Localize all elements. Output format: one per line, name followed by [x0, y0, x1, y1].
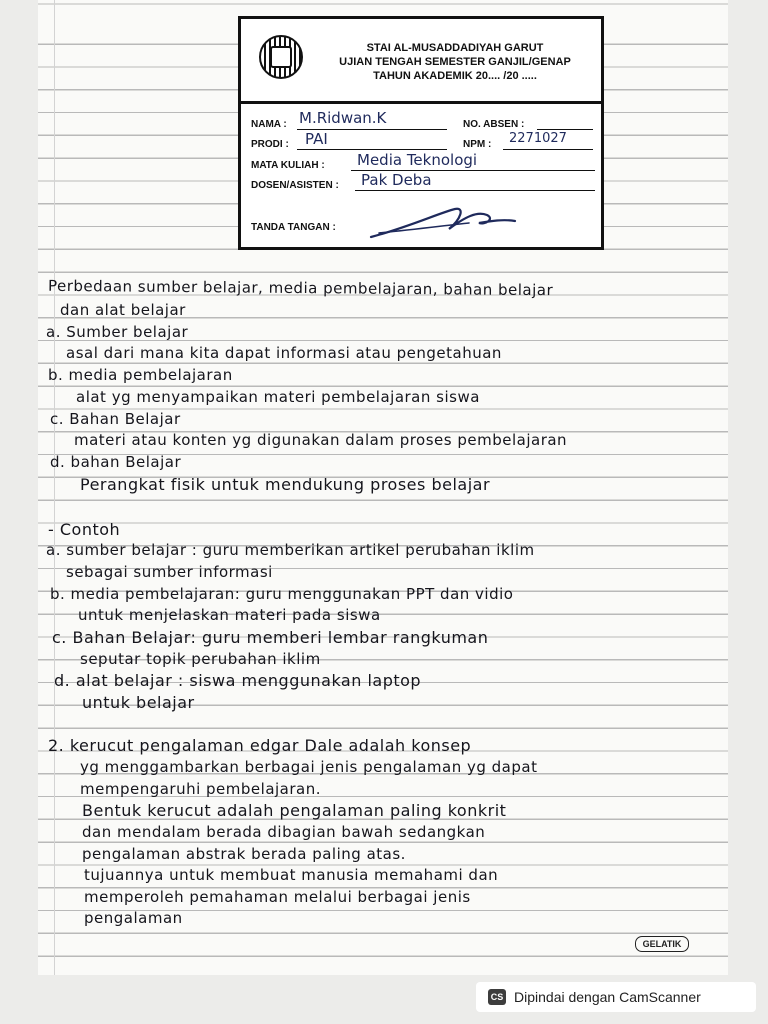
camscanner-text: Dipindai dengan CamScanner [514, 989, 701, 1005]
signature-icon [369, 203, 519, 243]
label-npm: NPM : [463, 139, 492, 150]
row-npm [463, 139, 491, 150]
handwritten-line: untuk belajar [82, 693, 195, 712]
handwritten-line: Perangkat fisik untuk mendukung proses belajar [80, 475, 491, 494]
handwritten-line: yg menggambarkan berbagai jenis pengalaman yg dapat [80, 758, 538, 776]
label-dosen: DOSEN/ASISTEN : [251, 180, 339, 191]
exam-header-form [238, 16, 604, 250]
value-npm: 2271027 [509, 131, 567, 146]
value-dosen: Pak Deba [361, 171, 432, 189]
label-mata-kuliah: MATA KULIAH : [251, 160, 325, 171]
value-nama: M.Ridwan.K [299, 109, 387, 127]
handwritten-line: pengalaman [84, 909, 183, 927]
handwritten-line: a. sumber belajar : guru memberikan artikel perubahan iklim [46, 541, 535, 559]
handwritten-line: dan alat belajar [60, 301, 186, 319]
handwritten-line: - Contoh [48, 520, 121, 539]
notebook-brand-label: GELATIK [635, 936, 689, 952]
academic-year: TAHUN AKADEMIK 20.... /20 ..... [373, 70, 537, 82]
row-mata-kuliah [251, 160, 351, 171]
handwritten-line: 2. kerucut pengalaman edgar Dale adalah konsep [48, 736, 472, 755]
exam-title: UJIAN TENGAH SEMESTER GANJIL/GENAP [339, 56, 571, 68]
camscanner-icon: CS [488, 989, 506, 1005]
row-dosen [251, 180, 351, 191]
form-title [315, 41, 595, 83]
handwritten-line: Perbedaan sumber belajar, media pembelajaran, bahan belajar [47, 276, 554, 300]
label-prodi: PRODI : [251, 139, 289, 150]
handwritten-line: d. bahan Belajar [50, 453, 182, 471]
institution-name: STAI AL-MUSADDADIYAH GARUT [366, 42, 544, 54]
institution-logo-icon [259, 35, 303, 79]
prodi-underline [297, 149, 447, 150]
label-nama: NAMA : [251, 119, 287, 130]
handwritten-line: dan mendalam berada dibagian bawah sedangkan [82, 823, 486, 841]
form-header [241, 19, 601, 104]
handwritten-line: tujuannya untuk membuat manusia memahami dan [84, 866, 499, 884]
handwritten-line: d. alat belajar : siswa menggunakan laptop [54, 671, 422, 690]
handwritten-line: materi atau konten yg digunakan dalam proses pembelajaran [74, 431, 568, 449]
handwritten-line: b. media pembelajaran: guru menggunakan PPT dan vidio [50, 585, 514, 603]
npm-underline [503, 149, 593, 150]
label-tanda-tangan: TANDA TANGAN : [251, 222, 336, 233]
handwritten-line: pengalaman abstrak berada paling atas. [82, 845, 406, 863]
handwritten-line: sebagai sumber informasi [66, 563, 273, 581]
row-no-absen [463, 119, 524, 130]
camscanner-watermark [476, 982, 756, 1012]
handwritten-line: c. Bahan Belajar [50, 410, 181, 428]
dosen-underline [355, 190, 595, 191]
value-mata-kuliah: Media Teknologi [357, 151, 478, 169]
page-margin-line [54, 0, 55, 975]
handwritten-line: Bentuk kerucut adalah pengalaman paling konkrit [82, 801, 507, 820]
handwritten-line: c. Bahan Belajar: guru memberi lembar rangkuman [52, 628, 489, 647]
notebook-page [38, 0, 728, 975]
handwritten-line: a. Sumber belajar [46, 323, 189, 341]
label-no-absen: NO. ABSEN : [463, 119, 525, 130]
handwritten-line: untuk menjelaskan materi pada siswa [78, 606, 381, 624]
handwritten-line: asal dari mana kita dapat informasi atau pengetahuan [66, 344, 502, 362]
row-tanda-tangan [251, 222, 351, 233]
handwritten-line: alat yg menyampaikan materi pembelajaran siswa [76, 388, 480, 406]
handwritten-line: memperoleh pemahaman melalui berbagai jenis [84, 888, 471, 906]
handwritten-line: mempengaruhi pembelajaran. [80, 780, 322, 798]
value-prodi: PAI [305, 130, 328, 148]
handwritten-line: seputar topik perubahan iklim [80, 650, 321, 668]
no-absen-underline [537, 129, 593, 130]
handwritten-line: b. media pembelajaran [48, 366, 233, 384]
